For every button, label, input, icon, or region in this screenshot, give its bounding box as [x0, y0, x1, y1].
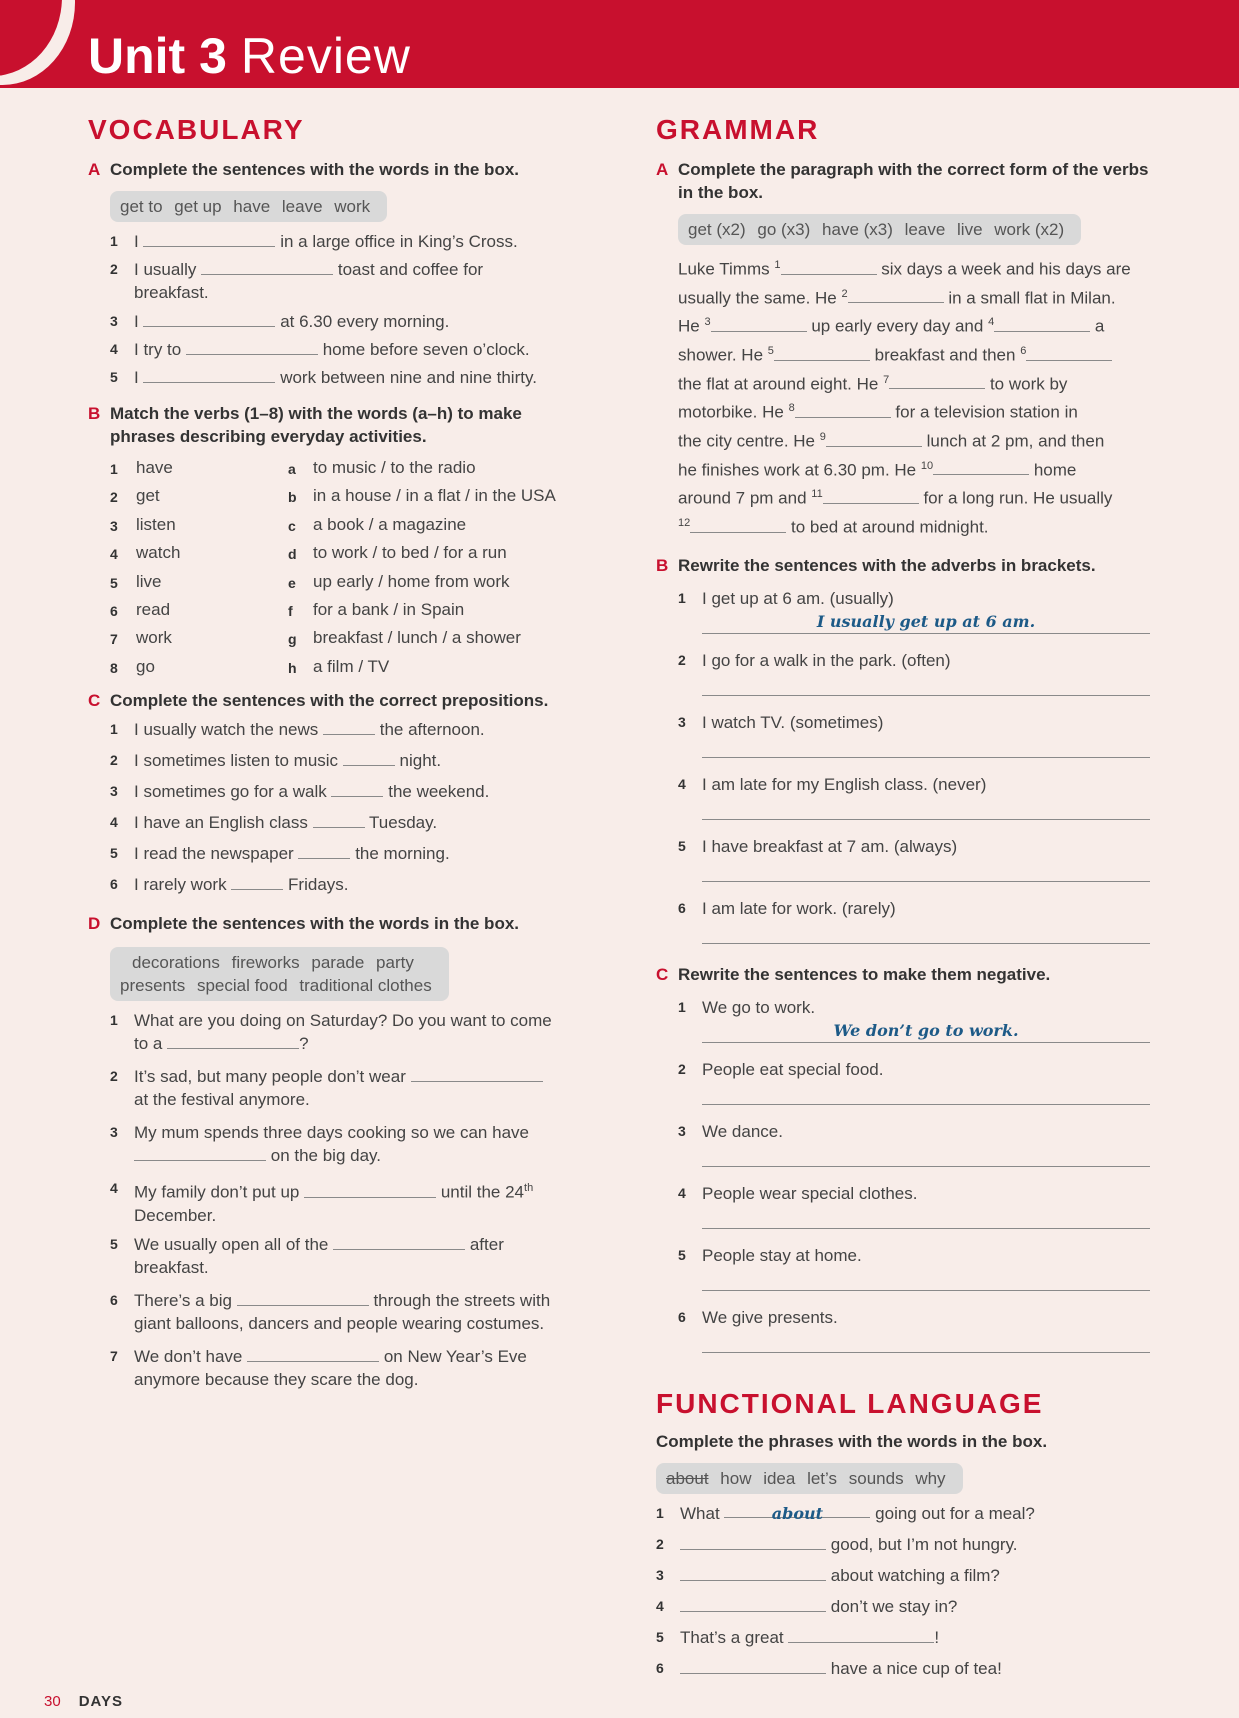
vocab-d-wordbox: decorations fireworks parade party presents special food traditional clothes — [110, 947, 449, 1001]
grammar-a-paragraph: Luke Timms $^1$ six days a week and his days are usually the same. He $^2$ in a small flat in Milan. He $^3$ up early every day and $^4$ a shower. He $^5$ breakfast and then $^6$ the flat at around eight. He $^7$ to work by motorbike. He $^8$ for a television station in the city centre. He $^9$ lunch at 2 pm, and then he finishes work at 6.30 pm. He $^{10}$ home around 7 pm and $^{11}$ for a long run. He usually $^{12}$ to bed at around midnight. — [678, 259, 1131, 537]
list-item: 4 My family don’t put up until the 24th December. — [110, 1180, 534, 1225]
answer-blank[interactable] — [781, 259, 877, 275]
list-item: 1 I usually watch the news the afternoon. — [110, 720, 485, 740]
match-row: 6 read f for a bank / in Spain — [110, 599, 465, 619]
match-row: 5 live e up early / home from work — [110, 571, 510, 591]
answer-blank[interactable] — [143, 367, 275, 383]
answer-line[interactable] — [702, 796, 1150, 820]
match-row: 2 get b in a house / in a flat / in the USA — [110, 486, 556, 506]
answer-blank[interactable] — [848, 287, 944, 303]
unit-name: Review — [240, 28, 411, 84]
list-item: 1 What are you doing on Saturday? Do you want to come to a ? — [110, 1011, 552, 1054]
answer-blank[interactable] — [823, 488, 919, 504]
unit-title — [88, 28, 411, 84]
list-item: 4 I am late for my English class. (never) — [656, 773, 1156, 835]
vocab-d-items — [88, 1009, 588, 1401]
answer-blank[interactable] — [711, 316, 807, 332]
list-item: 2 good, but I’m not hungry. — [656, 1534, 1018, 1554]
list-item: 5 We usually open all of the after breakfast. — [110, 1235, 504, 1278]
vocab-a-items — [88, 230, 588, 396]
grammar-c-items — [656, 996, 1156, 1368]
vocab-d-instruction: D Complete the sentences with the words in the box. — [88, 914, 520, 934]
list-item: 4 don’t we stay in? — [656, 1596, 958, 1616]
answer-blank[interactable] — [1026, 345, 1112, 361]
answer-blank[interactable] — [343, 750, 395, 766]
page-footer — [44, 1693, 123, 1710]
answer-line[interactable]: We don’t go to work. — [702, 1019, 1150, 1043]
answer-blank[interactable] — [298, 843, 350, 859]
header-band — [0, 0, 1239, 88]
list-item: 3 I sometimes go for a walk the weekend. — [110, 782, 490, 802]
match-row: 1 have a to music / to the radio — [110, 458, 476, 477]
answer-blank[interactable] — [774, 345, 870, 361]
list-item: 5 I have breakfast at 7 am. (always) — [656, 835, 1156, 897]
answer-blank[interactable] — [143, 231, 275, 247]
list-item: 6 We give presents. — [656, 1306, 1156, 1368]
answer-line[interactable] — [702, 1329, 1150, 1353]
answer-blank[interactable] — [304, 1182, 436, 1198]
list-item: 1 I get up at 6 am. (usually) I usually get up at 6 am. — [656, 587, 1156, 649]
list-item: 3 about watching a film? — [656, 1565, 1000, 1585]
list-item: 2 I usually toast and coffee for breakfast. — [110, 260, 484, 302]
functional-instruction: Complete the phrases with the words in the box. — [656, 1431, 1048, 1451]
answer-blank[interactable] — [795, 402, 891, 418]
list-item: 5 I read the newspaper the morning. — [110, 844, 450, 864]
answer-line[interactable] — [702, 858, 1150, 882]
answer-line[interactable] — [702, 920, 1150, 944]
answer-blank[interactable] — [134, 1145, 266, 1161]
vocab-a-wordbox: get to get up have leave work — [110, 191, 387, 222]
list-item: 6 There’s a big through the streets with giant balloons, dancers and people wearing costumes. — [110, 1291, 551, 1334]
grammar-b-instruction: B Rewrite the sentences with the adverbs in brackets. — [656, 555, 1096, 575]
match-row: 3 listen c a book / a magazine — [110, 514, 467, 534]
grammar-heading: GRAMMAR — [656, 114, 820, 145]
answer-line[interactable]: I usually get up at 6 am. — [702, 610, 1150, 634]
list-item: 5 People stay at home. — [656, 1244, 1156, 1306]
match-row: 4 watch d to work / to bed / for a run — [110, 543, 507, 563]
list-item: 7 We don’t have on New Year’s Eve anymore because they scare the dog. — [110, 1347, 527, 1390]
match-row: 7 work g breakfast / lunch / a shower — [110, 628, 521, 648]
list-item: 1 I in a large office in King’s Cross. — [110, 232, 518, 251]
list-item: 3 I at 6.30 every morning. — [110, 312, 450, 331]
answer-line[interactable] — [702, 734, 1150, 758]
answer-blank[interactable] — [680, 1658, 826, 1674]
answer-blank[interactable] — [826, 431, 922, 447]
answer-blank[interactable] — [167, 1033, 299, 1049]
left-column — [88, 110, 588, 1401]
answer-blank[interactable] — [247, 1346, 379, 1362]
right-column — [656, 110, 1156, 1688]
answer-blank[interactable] — [690, 517, 786, 533]
answer-blank[interactable] — [411, 1066, 543, 1082]
answer-line[interactable] — [702, 672, 1150, 696]
answer-blank[interactable] — [889, 373, 985, 389]
vocab-c-instruction: C Complete the sentences with the correct prepositions. — [88, 691, 549, 711]
functional-wordbox: about how idea let’s sounds why — [656, 1463, 963, 1494]
list-item: 4 People wear special clothes. — [656, 1182, 1156, 1244]
grammar-b-items — [656, 587, 1156, 959]
answer-blank[interactable] — [680, 1534, 826, 1550]
list-item: 1 We go to work. We don’t go to work. — [656, 996, 1156, 1058]
answer-line[interactable] — [702, 1267, 1150, 1291]
match-row: 8 go h a film / TV — [110, 656, 390, 676]
list-item: 2 I sometimes listen to music night. — [110, 751, 442, 771]
list-item: 6 have a nice cup of tea! — [656, 1658, 1002, 1678]
list-item: 3 My mum spends three days cooking so we can have on the big day. — [110, 1123, 529, 1166]
answer-line[interactable] — [702, 1081, 1150, 1105]
page-number: 30 — [44, 1693, 61, 1710]
list-item: 3 I watch TV. (sometimes) — [656, 711, 1156, 773]
list-item: 6 I rarely work Fridays. — [110, 875, 349, 895]
vocab-a-instruction: A Complete the sentences with the words in the box. — [88, 160, 520, 179]
list-item: 2 People eat special food. — [656, 1058, 1156, 1120]
answer-blank[interactable] — [680, 1565, 826, 1581]
list-item: 5 I work between nine and nine thirty. — [110, 368, 537, 387]
grammar-a-wordbox: get (x2) go (x3) have (x3) leave live work (x2) — [678, 214, 1081, 245]
vocab-c-items — [88, 718, 588, 904]
answer-blank[interactable] — [143, 311, 275, 327]
unit-number: Unit 3 — [88, 28, 227, 84]
answer-blank[interactable] — [201, 259, 333, 275]
answer-blank[interactable] — [237, 1290, 369, 1306]
footer-section: DAYS — [78, 1693, 123, 1710]
list-item: 2 It’s sad, but many people don’t wear at the festival anymore. — [88, 1065, 588, 1121]
answer-line[interactable] — [702, 1205, 1150, 1229]
grammar-c-instruction: C Rewrite the sentences to make them negative. — [656, 964, 1051, 984]
answer-blank[interactable] — [680, 1596, 826, 1612]
functional-language-heading: FUNCTIONAL LANGUAGE — [656, 1387, 1044, 1419]
vocab-b-instruction: B Match the verbs (1–8) with the words (a–h) to make phrases describing everyday activities. — [88, 404, 522, 446]
answer-blank[interactable]: about — [724, 1502, 870, 1518]
list-item: 6 I am late for work. (rarely) — [656, 897, 1156, 959]
list-item: 5 That’s a great ! — [656, 1627, 940, 1647]
answer-blank[interactable] — [313, 812, 365, 828]
list-item: 2 I go for a walk in the park. (often) — [656, 649, 1156, 711]
answer-blank[interactable] — [994, 316, 1090, 332]
answer-blank[interactable] — [323, 719, 375, 735]
answer-line[interactable] — [702, 1143, 1150, 1167]
vocabulary-heading: VOCABULARY — [88, 114, 305, 145]
answer-blank[interactable] — [186, 339, 318, 355]
functional-items — [656, 1502, 1156, 1688]
grammar-a-instruction: A Complete the paragraph with the correct form of the verbs in the box. — [656, 160, 1149, 202]
answer-blank[interactable] — [788, 1627, 934, 1643]
vocab-b-match-table — [88, 456, 588, 683]
answer-blank[interactable] — [331, 781, 383, 797]
list-item: 4 I have an English class Tuesday. — [110, 813, 438, 833]
answer-blank[interactable] — [933, 459, 1029, 475]
list-item: 4 I try to home before seven o’clock. — [110, 340, 530, 359]
list-item: 3 We dance. — [656, 1120, 1156, 1182]
answer-blank[interactable] — [231, 874, 283, 890]
answer-blank[interactable] — [333, 1234, 465, 1250]
list-item: 1 What about going out for a meal? — [656, 1503, 1035, 1523]
